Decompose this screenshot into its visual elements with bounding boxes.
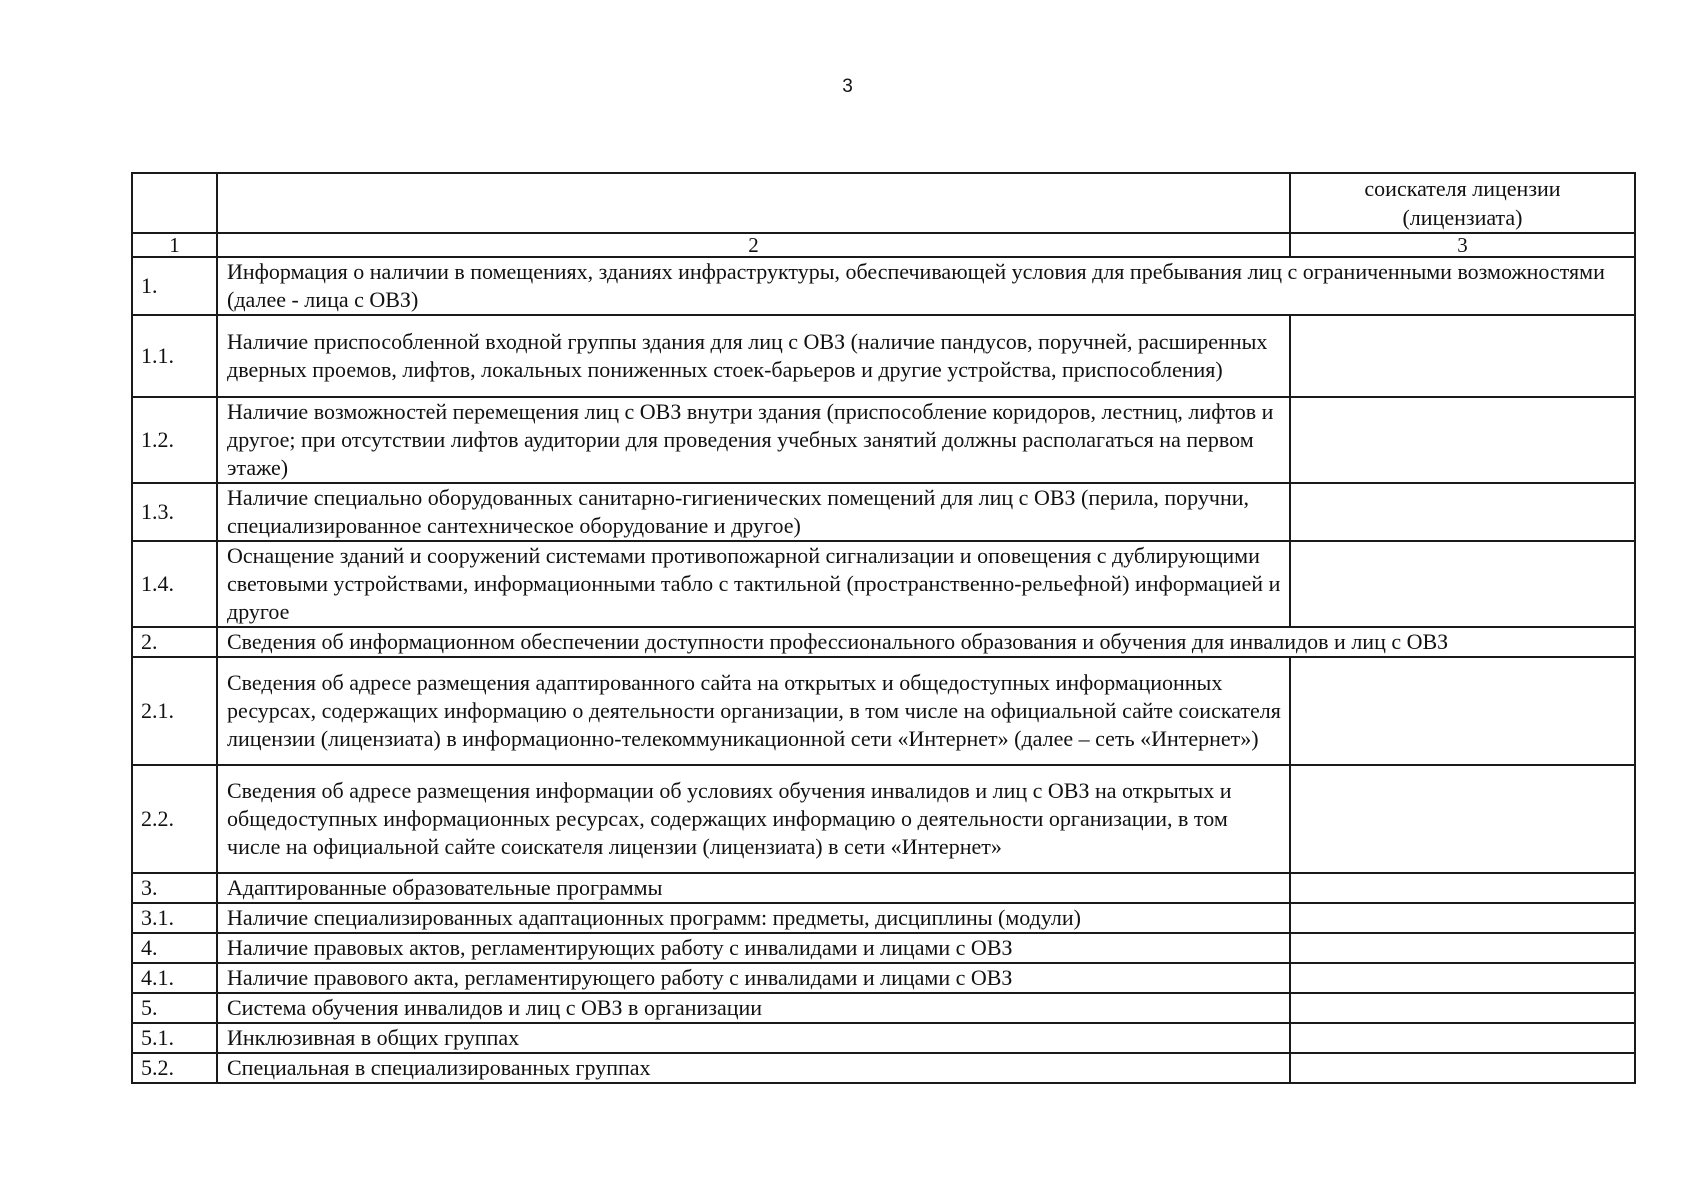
- row-number: 3.: [132, 873, 217, 903]
- value-cell: [1290, 963, 1635, 993]
- row-number: 2.1.: [132, 657, 217, 765]
- row-number: 5.2.: [132, 1053, 217, 1083]
- value-cell: [1290, 993, 1635, 1023]
- value-cell: [1290, 483, 1635, 541]
- row-description: Специальная в специализированных группах: [217, 1053, 1290, 1083]
- column-number-3: 3: [1290, 233, 1635, 257]
- section-title: Система обучения инвалидов и лиц с ОВЗ в организации: [217, 993, 1290, 1023]
- table-row: [132, 657, 1635, 765]
- section-row: [132, 873, 1635, 903]
- table-row: [132, 1023, 1635, 1053]
- table-row: [132, 483, 1635, 541]
- value-cell: [1290, 397, 1635, 483]
- value-cell: [1290, 1023, 1635, 1053]
- page-number: 3: [842, 76, 853, 97]
- row-description: Наличие возможностей перемещения лиц с ОВЗ внутри здания (приспособление коридоров, лестниц, лифтов и другое; при отсутствии лифтов аудитории для проведения учебных занятий должны располагаться на первом этаже): [217, 397, 1290, 483]
- column-number-1: 1: [132, 233, 217, 257]
- row-description: Оснащение зданий и сооружений системами противопожарной сигнализации и оповещения с дублирующими световыми устройствами, информационными табло с тактильной (пространственно-рельефной) информацией и другое: [217, 541, 1290, 627]
- row-number: 1.4.: [132, 541, 217, 627]
- row-description: Инклюзивная в общих группах: [217, 1023, 1290, 1053]
- header-cell-3: [1290, 173, 1635, 233]
- value-cell: [1290, 541, 1635, 627]
- row-description: Наличие приспособленной входной группы здания для лиц с ОВЗ (наличие пандусов, поручней, расширенных дверных проемов, лифтов, локальных пониженных стоек-барьеров и другие устройства, приспособления): [217, 315, 1290, 397]
- row-description: Наличие специально оборудованных санитарно-гигиенических помещений для лиц с ОВЗ (перила, поручни, специализированное сантехническое оборудование и другое): [217, 483, 1290, 541]
- table-row: [132, 765, 1635, 873]
- row-number: 2.: [132, 627, 217, 657]
- row-number: 2.2.: [132, 765, 217, 873]
- section-row: [132, 933, 1635, 963]
- row-number: 3.1.: [132, 903, 217, 933]
- section-title: Наличие правовых актов, регламентирующих работу с инвалидами и лицами с ОВЗ: [217, 933, 1290, 963]
- value-cell: [1290, 315, 1635, 397]
- column-numbers-row: [132, 233, 1635, 257]
- header-col3-line1: соискателя лицензии: [1364, 176, 1561, 201]
- section-row: [132, 993, 1635, 1023]
- header-cell-2: [217, 173, 1290, 233]
- row-description: Сведения об адресе размещения информации об условиях обучения инвалидов и лиц с ОВЗ на открытых и общедоступных информационных ресурсах, содержащих информацию о деятельности организации, в том числе на официальной сайте соискателя лицензии (лицензиата) в сети «Интернет»: [217, 765, 1290, 873]
- row-number: 1.2.: [132, 397, 217, 483]
- row-description: Наличие правового акта, регламентирующего работу с инвалидами и лицами с ОВЗ: [217, 963, 1290, 993]
- row-number: 4.1.: [132, 963, 217, 993]
- header-cell-1: [132, 173, 217, 233]
- section-title: Информация о наличии в помещениях, зданиях инфраструктуры, обеспечивающей условия для пребывания лиц с ограниченными возможностями (далее - лица с ОВЗ): [217, 257, 1635, 315]
- table-row: [132, 315, 1635, 397]
- table-row: [132, 1053, 1635, 1083]
- table-row: [132, 963, 1635, 993]
- table-row: [132, 903, 1635, 933]
- row-number: 4.: [132, 933, 217, 963]
- header-col3-line2: (лицензиата): [1402, 205, 1523, 230]
- section-row: [132, 627, 1635, 657]
- row-description: Наличие специализированных адаптационных программ: предметы, дисциплины (модули): [217, 903, 1290, 933]
- value-cell: [1290, 873, 1635, 903]
- value-cell: [1290, 903, 1635, 933]
- row-number: 1.3.: [132, 483, 217, 541]
- value-cell: [1290, 1053, 1635, 1083]
- section-title: Адаптированные образовательные программы: [217, 873, 1290, 903]
- section-title: Сведения об информационном обеспечении доступности профессионального образования и обучения для инвалидов и лиц с ОВЗ: [217, 627, 1635, 657]
- row-number: 1.: [132, 257, 217, 315]
- value-cell: [1290, 657, 1635, 765]
- value-cell: [1290, 933, 1635, 963]
- requirements-table: [131, 172, 1636, 1084]
- row-number: 5.1.: [132, 1023, 217, 1053]
- row-description: Сведения об адресе размещения адаптированного сайта на открытых и общедоступных информационных ресурсах, содержащих информацию о деятельности организации, в том числе на официальной сайте соискателя лицензии (лицензиата) в информационно-телекоммуникационной сети «Интернет» (далее – сеть «Интернет»): [217, 657, 1290, 765]
- row-number: 1.1.: [132, 315, 217, 397]
- value-cell: [1290, 765, 1635, 873]
- column-number-2: 2: [217, 233, 1290, 257]
- row-number: 5.: [132, 993, 217, 1023]
- table-header-row: [132, 173, 1635, 233]
- table-row: [132, 397, 1635, 483]
- section-row: [132, 257, 1635, 315]
- table-row: [132, 541, 1635, 627]
